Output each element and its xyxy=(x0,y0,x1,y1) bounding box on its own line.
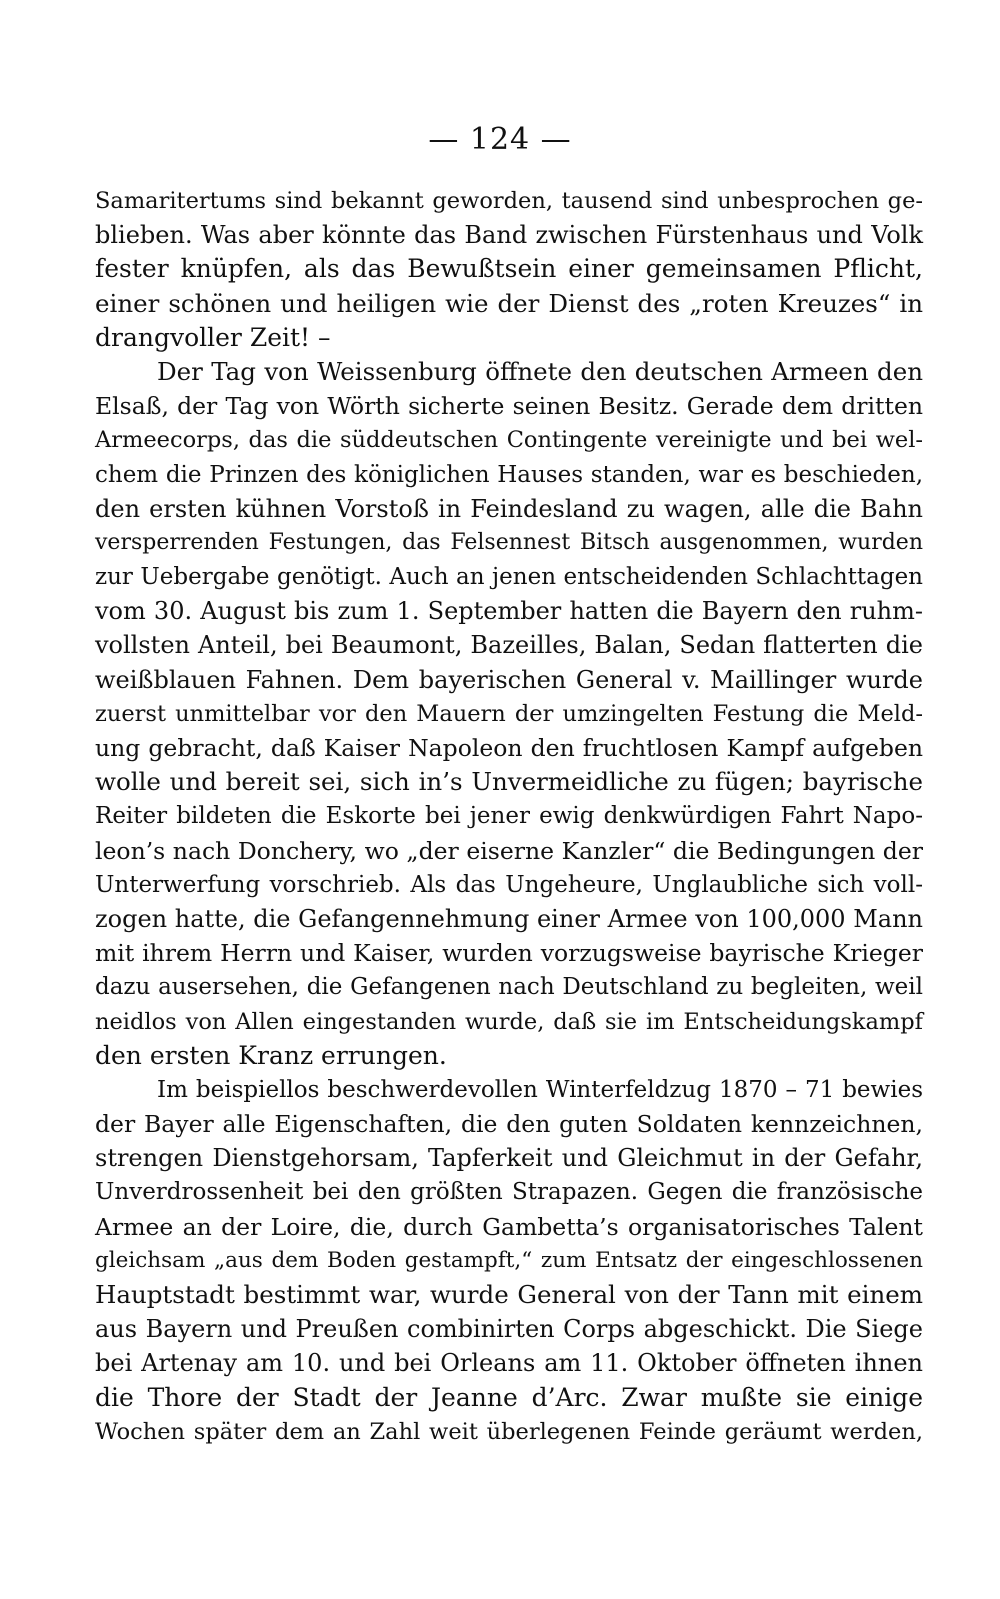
body-text xyxy=(95,184,923,1449)
text-line: zur Uebergabe genötigt. Auch an jenen entscheidenden Schlachttagen xyxy=(95,564,923,591)
text-line: strengen Dienstgehorsam, Tapferkeit und Gleichmut in der Gefahr, xyxy=(95,1144,923,1173)
text-line: einer schönen und heiligen wie der Dienst des „roten Kreuzes“ in xyxy=(95,288,923,318)
text-line: Unterwerfung vorschrieb. Als das Ungeheure, Unglaubliche sich voll- xyxy=(95,871,923,898)
text-line: versperrenden Festungen, das Felsennest Bitsch ausgenommen, wurden xyxy=(95,529,923,555)
text-line: gleichsam „aus dem Boden gestampft,“ zum Entsatz der eingeschlossenen xyxy=(95,1247,923,1273)
text-line: zogen hatte, die Gefangennehmung einer Armee von 100,000 Mann xyxy=(95,904,923,933)
text-line: Samaritertums sind bekannt geworden, tausend sind unbesprochen ge- xyxy=(95,188,923,214)
text-line: den ersten Kranz errungen. xyxy=(95,1040,447,1070)
text-line: Wochen später dem an Zahl weit überlegenen Feinde geräumt werden, xyxy=(95,1418,923,1445)
text-line: die Thore der Stadt der Jeanne d’Arc. Zwar mußte sie einige xyxy=(95,1382,923,1412)
page-number: — 124 — xyxy=(428,122,572,157)
text-line: vollsten Anteil, bei Beaumont, Bazeilles, Balan, Sedan flatterten die xyxy=(95,631,923,660)
text-line: Elsaß, der Tag von Wörth sicherte seinen Besitz. Gerade dem dritten xyxy=(95,392,923,421)
text-line: weißblauen Fahnen. Dem bayerischen General v. Maillinger wurde xyxy=(95,665,923,694)
text-line: Der Tag von Weissenburg öffnete den deutschen Armeen den xyxy=(157,356,923,386)
text-line: neidlos von Allen eingestanden wurde, daß sie im Entscheidungskampf xyxy=(95,1008,923,1035)
text-line: Hauptstadt bestimmt war, wurde General von der Tann mit einem xyxy=(95,1280,923,1309)
text-line: fester knüpfen, als das Bewußtsein einer gemeinsamen Pflicht, xyxy=(95,254,923,284)
text-line: zuerst unmittelbar vor den Mauern der umzingelten Festung die Meld- xyxy=(95,700,923,727)
text-line: bei Artenay am 10. und bei Orleans am 11. Oktober öffneten ihnen xyxy=(95,1349,923,1378)
text-line: drangvoller Zeit! – xyxy=(95,322,331,352)
text-line: leon’s nach Donchery, wo „der eiserne Kanzler“ die Bedingungen der xyxy=(95,836,923,865)
text-line: blieben. Was aber könnte das Band zwischen Fürstenhaus und Volk xyxy=(95,221,923,250)
text-line: Im beispiellos beschwerdevollen Winterfeldzug 1870 – 71 bewies xyxy=(157,1076,923,1103)
text-line: den ersten kühnen Vorstoß in Feindesland zu wagen, alle die Bahn xyxy=(95,494,923,523)
text-line: wolle und bereit sei, sich in’s Unvermeidliche zu fügen; bayrische xyxy=(95,767,923,797)
text-line: Reiter bildeten die Eskorte bei jener ewig denkwürdigen Fahrt Napo- xyxy=(95,803,923,830)
text-line: Unverdrossenheit bei den größten Strapazen. Gegen die französische xyxy=(95,1179,923,1206)
text-line: vom 30. August bis zum 1. September hatten die Bayern den ruhm- xyxy=(95,597,923,626)
text-line: Armee an der Loire, die, durch Gambetta’s organisatorisches Talent xyxy=(95,1212,923,1241)
text-line: Armeecorps, das die süddeutschen Contingente vereinigte und bei wel- xyxy=(95,427,923,454)
text-line: ung gebracht, daß Kaiser Napoleon den fruchtlosen Kampf aufgeben xyxy=(95,734,923,762)
text-line: chem die Prinzen des königlichen Hauses standen, war es beschieden, xyxy=(95,461,923,488)
text-line: aus Bayern und Preußen combinirten Corps abgeschickt. Die Siege xyxy=(95,1315,923,1344)
text-line: der Bayer alle Eigenschaften, die den guten Soldaten kennzeichnen, xyxy=(95,1110,923,1139)
text-line: mit ihrem Herrn und Kaiser, wurden vorzugsweise bayrische Krieger xyxy=(95,939,923,968)
text-line: dazu ausersehen, die Gefangenen nach Deutschland zu begleiten, weil xyxy=(95,974,923,1001)
